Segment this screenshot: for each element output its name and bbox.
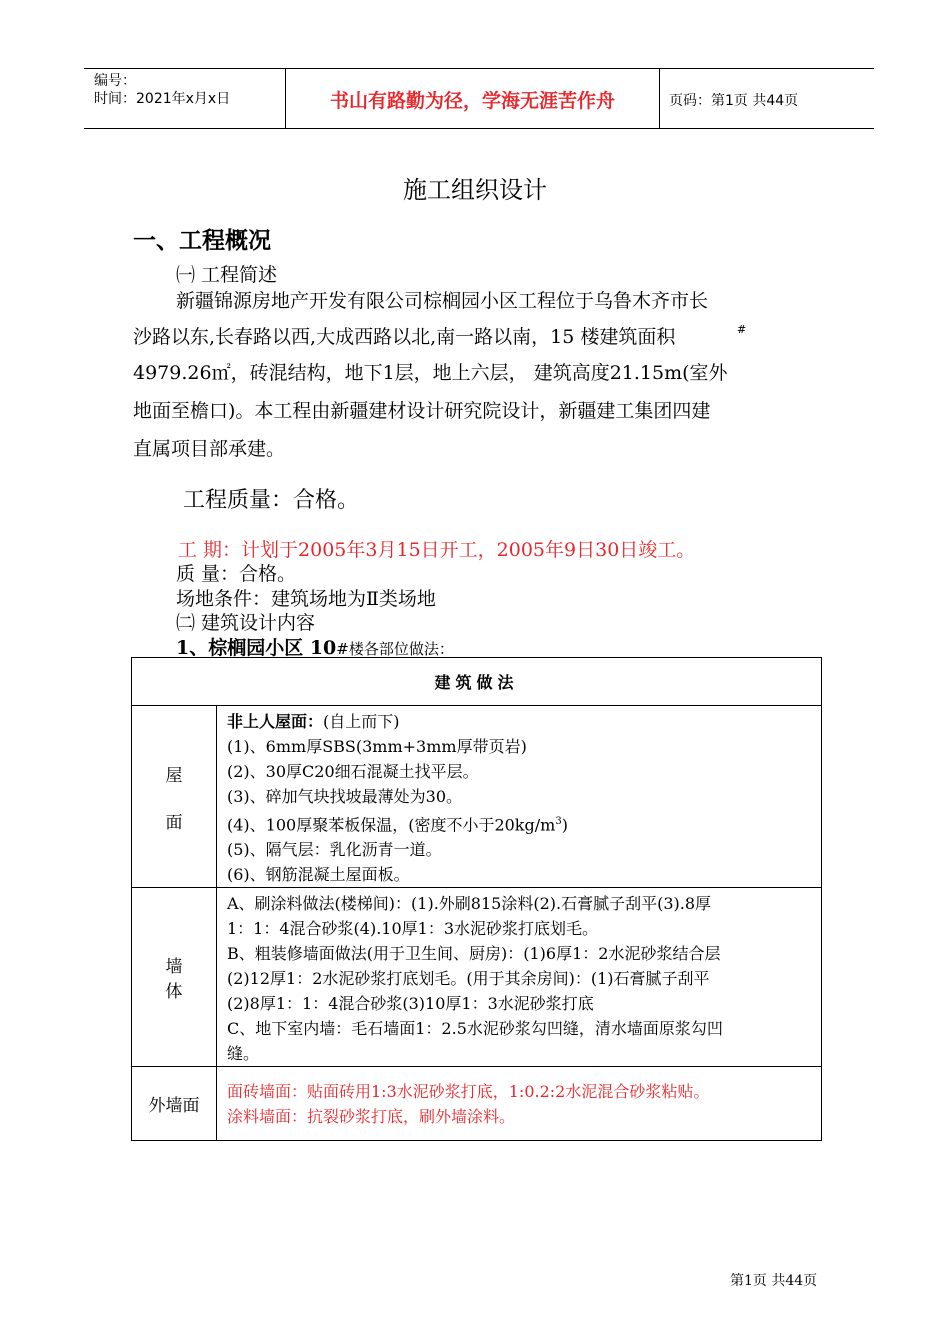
time-label: 时间：2021年x月x日 — [94, 91, 231, 107]
roof-line: (5)、隔气层：乳化沥青一道。 — [227, 840, 442, 860]
subsection-1: ㈠ 工程简述 — [176, 264, 278, 286]
wall-line: 1：1：4混合砂浆(4).10厚1：3水泥砂浆打底划毛。 — [227, 919, 599, 939]
desc-line-2 — [133, 322, 675, 349]
schedule-line: 工 期：计划于2005年3月15日开工，2005年9日30日竣工。 — [178, 539, 696, 561]
exterior-wall-content — [217, 1067, 822, 1141]
roof-line: (3)、碎加气块找坡最薄处为30。 — [227, 787, 463, 806]
exterior-wall-line: 涂料墙面：抗裂砂浆打底，刷外墙涂料。 — [227, 1106, 516, 1126]
wall-line: B、粗装修墙面做法(用于卫生间、厨房)：(1)6厚1：2水泥砂浆结合层 — [227, 944, 721, 964]
wall-line: 缝。 — [227, 1044, 260, 1064]
desc-line-1: 新疆锦源房地产开发有限公司棕榈园小区工程位于乌鲁木齐市长 — [176, 290, 709, 312]
page-footer: 第1页 共44页 — [730, 1273, 818, 1289]
category-wall-line1: 墙 — [165, 957, 183, 978]
quality-line: 质 量：合格。 — [176, 563, 297, 585]
roof-line — [227, 809, 815, 837]
roof-subtitle-note: (自上而下) — [323, 712, 400, 731]
table-row — [132, 706, 822, 888]
desc-line-2-text: 沙路以东,长春路以西,大成西路以北,南一路以南，15 楼建筑面积 — [133, 326, 676, 348]
category-roof-line2: 面 — [165, 812, 183, 833]
category-exterior-wall: 外墙面 — [132, 1067, 217, 1141]
site-line: 场地条件：建筑场地为Ⅱ类场地 — [176, 588, 436, 610]
roof-line — [227, 709, 815, 734]
category-roof-line1: 屋 — [165, 765, 183, 786]
desc-line-3: 4979.26㎡，砖混结构，地下1层，地上六层， 建筑高度21.15m(室外 — [133, 362, 728, 384]
wall-line: (2)12厚1：2水泥砂浆打底划毛。(用于其余房间)：(1)石膏腻子刮平 — [227, 969, 710, 989]
desc-line-2-superscript: # — [737, 323, 747, 336]
header-bottom-rule — [84, 128, 874, 129]
roof-line: (1)、6mm厚SBS(3mm+3mm厚带页岩) — [227, 737, 527, 756]
item-1-bold: 1、棕榈园小区 10 — [176, 637, 337, 659]
table-header: 建筑做法 — [132, 658, 822, 706]
wall-content — [217, 888, 822, 1067]
roof-line: (2)、30厚C20细石混凝土找平层。 — [227, 762, 479, 781]
wall-line: (2)8厚1：1：4混合砂浆(3)10厚1：3水泥砂浆打底 — [227, 994, 594, 1014]
roof-content — [217, 706, 822, 888]
table-row — [132, 1067, 822, 1141]
roof-line-close: ) — [561, 815, 568, 835]
section-title: 一、工程概况 — [133, 228, 271, 254]
roof-line-superscript: 3 — [555, 816, 562, 827]
wall-line: A、刷涂料做法(楼梯间)：(1).外刷815涂料(2).石膏腻子刮平(3).8厚 — [227, 894, 712, 914]
item-1-rest: #楼各部位做法： — [336, 640, 454, 658]
category-wall-line2: 体 — [165, 982, 183, 1003]
category-wall — [132, 888, 217, 1067]
desc-line-4: 地面至檐口)。本工程由新疆建材设计研究院设计，新疆建工集团四建 — [133, 400, 711, 422]
wall-line: C、地下室内墙：毛石墙面1：2.5水泥砂浆勾凹缝，清水墙面原浆勾凹 — [227, 1019, 723, 1039]
desc-line-5: 直属项目部承建。 — [133, 438, 286, 460]
table-header-row — [132, 658, 822, 706]
table-row — [132, 888, 822, 1067]
category-roof — [132, 706, 217, 888]
exterior-wall-line: 面砖墙面：贴面砖用1:3水泥砂浆打底，1:0.2:2水泥混合砂浆粘贴。 — [227, 1081, 710, 1101]
document-title: 施工组织设计 — [403, 176, 547, 204]
number-label: 编号： — [94, 73, 136, 89]
page-info: 页码：第1页 共44页 — [669, 93, 799, 109]
motto: 书山有路勤为径，学海无涯苦作舟 — [329, 90, 615, 112]
item-1-heading — [176, 633, 454, 660]
quality-big: 工程质量：合格。 — [183, 488, 360, 513]
header-divider-right — [659, 68, 660, 129]
subsection-2: ㈡ 建筑设计内容 — [176, 612, 316, 634]
construction-methods-table — [131, 657, 822, 1141]
roof-line: (6)、钢筋混凝土屋面板。 — [227, 865, 410, 885]
roof-subtitle: 非上人屋面： — [227, 712, 324, 731]
roof-line-text: (4)、100厚聚苯板保温，(密度不小于20kg/m — [227, 815, 556, 835]
header-top-rule — [84, 68, 874, 69]
